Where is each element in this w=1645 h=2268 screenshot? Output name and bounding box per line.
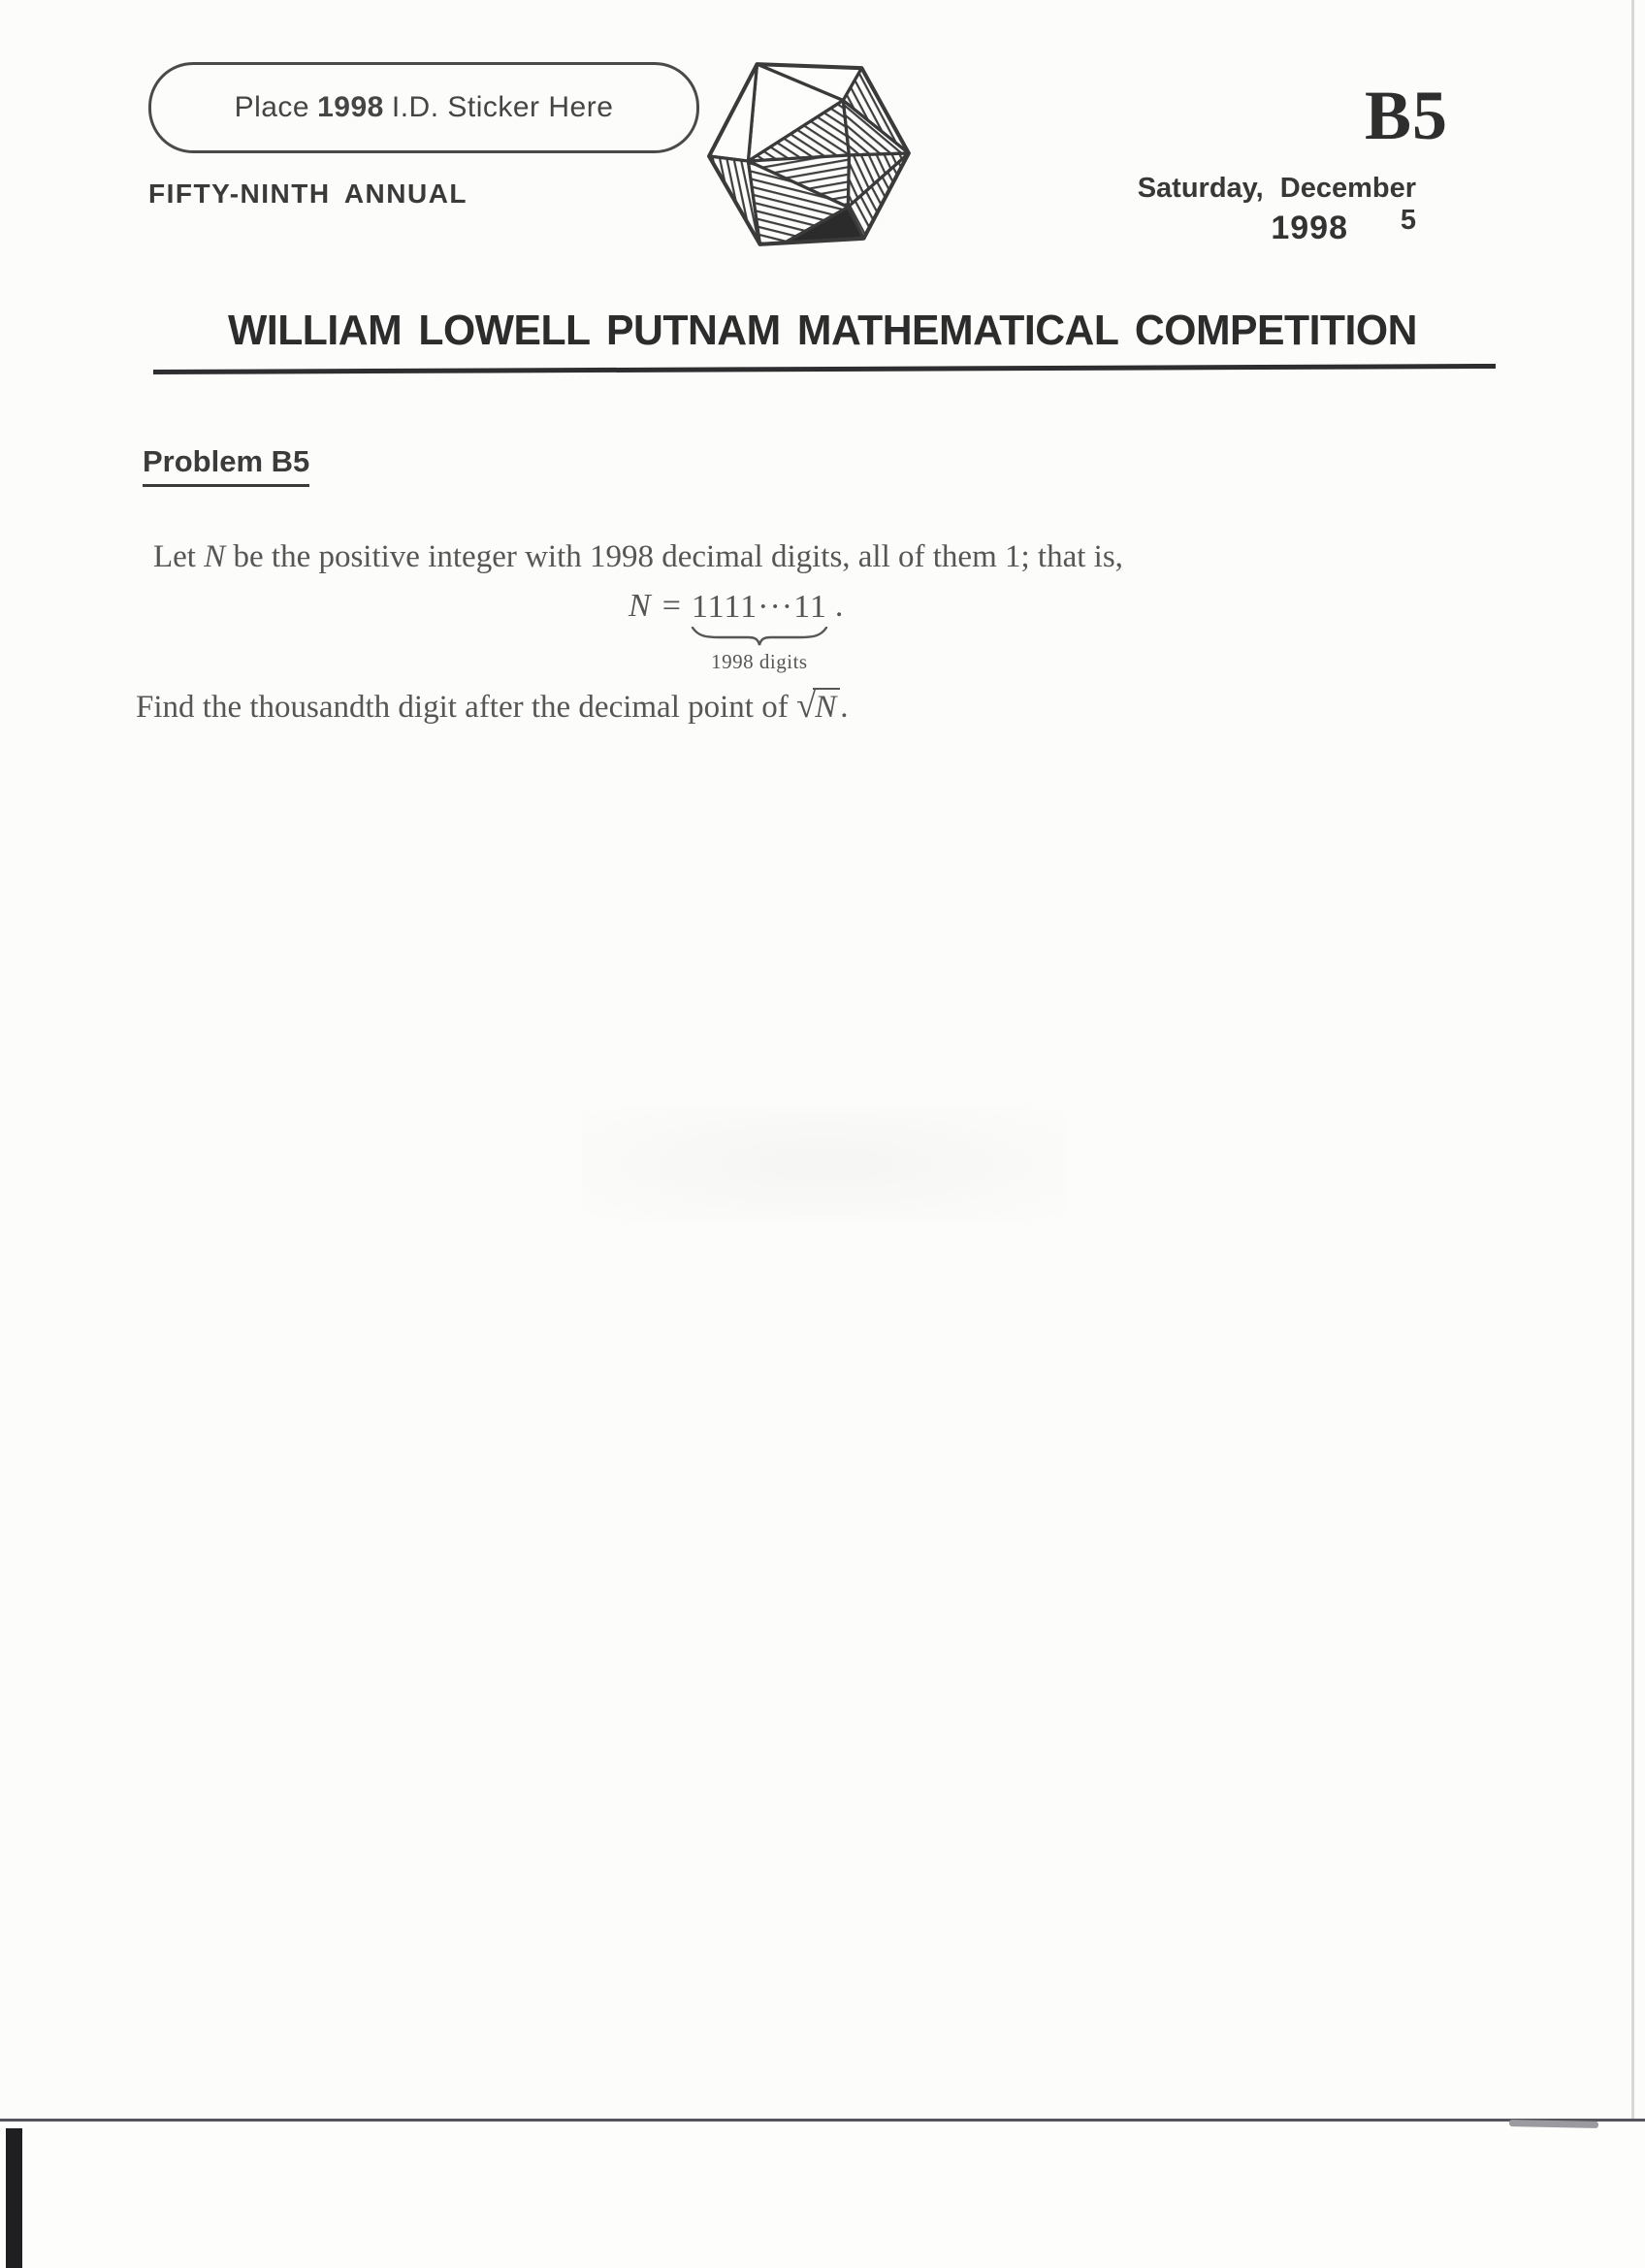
problem-heading: Problem B5 bbox=[143, 444, 309, 487]
brace-label: 1998 digits bbox=[711, 650, 808, 674]
underbrace-icon bbox=[691, 627, 828, 648]
sticker-year: 1998 bbox=[317, 91, 384, 123]
page-edge-right bbox=[1631, 0, 1634, 2121]
problem-question bbox=[136, 685, 1397, 727]
problem-code: B5 bbox=[1364, 77, 1449, 154]
question-pre: Find the thousandth digit after the decimal point of bbox=[136, 690, 796, 725]
problem-intro bbox=[153, 539, 1375, 575]
intro-pre: Let bbox=[153, 539, 205, 574]
underbraced-digits bbox=[691, 588, 828, 674]
formula bbox=[629, 588, 843, 674]
exam-date: Saturday, December 5 bbox=[1137, 173, 1416, 236]
icosahedron-icon bbox=[705, 50, 922, 260]
equals-sign: = bbox=[661, 588, 681, 624]
sticker-suffix: I.D. Sticker Here bbox=[391, 91, 614, 123]
repeated-digits: 1111···11 bbox=[691, 589, 827, 625]
variable-N: N bbox=[204, 539, 226, 574]
scan-edge-bar bbox=[6, 2128, 22, 2268]
exam-year: 1998 bbox=[1271, 210, 1348, 246]
intro-post: be the positive integer with 1998 decimal digits, all of them 1; that is, bbox=[225, 539, 1123, 574]
sqrt-expression bbox=[795, 686, 840, 726]
formula-period: . bbox=[834, 588, 844, 624]
scan-smudge bbox=[582, 1106, 1067, 1222]
title-rule bbox=[153, 364, 1496, 374]
competition-title: WILLIAM LOWELL PUTNAM MATHEMATICAL COMPETITION bbox=[228, 307, 1417, 354]
sticker-prefix: Place bbox=[234, 91, 310, 123]
formula-lhs: N bbox=[629, 588, 651, 624]
annual-label: FIFTY-NINTH ANNUAL bbox=[148, 178, 468, 209]
sqrt-argument: N bbox=[813, 688, 840, 725]
id-sticker-box bbox=[148, 62, 699, 153]
scan-bottom-strip bbox=[0, 2119, 1645, 2268]
radical-icon: √ bbox=[795, 686, 817, 726]
question-period: . bbox=[840, 690, 849, 725]
